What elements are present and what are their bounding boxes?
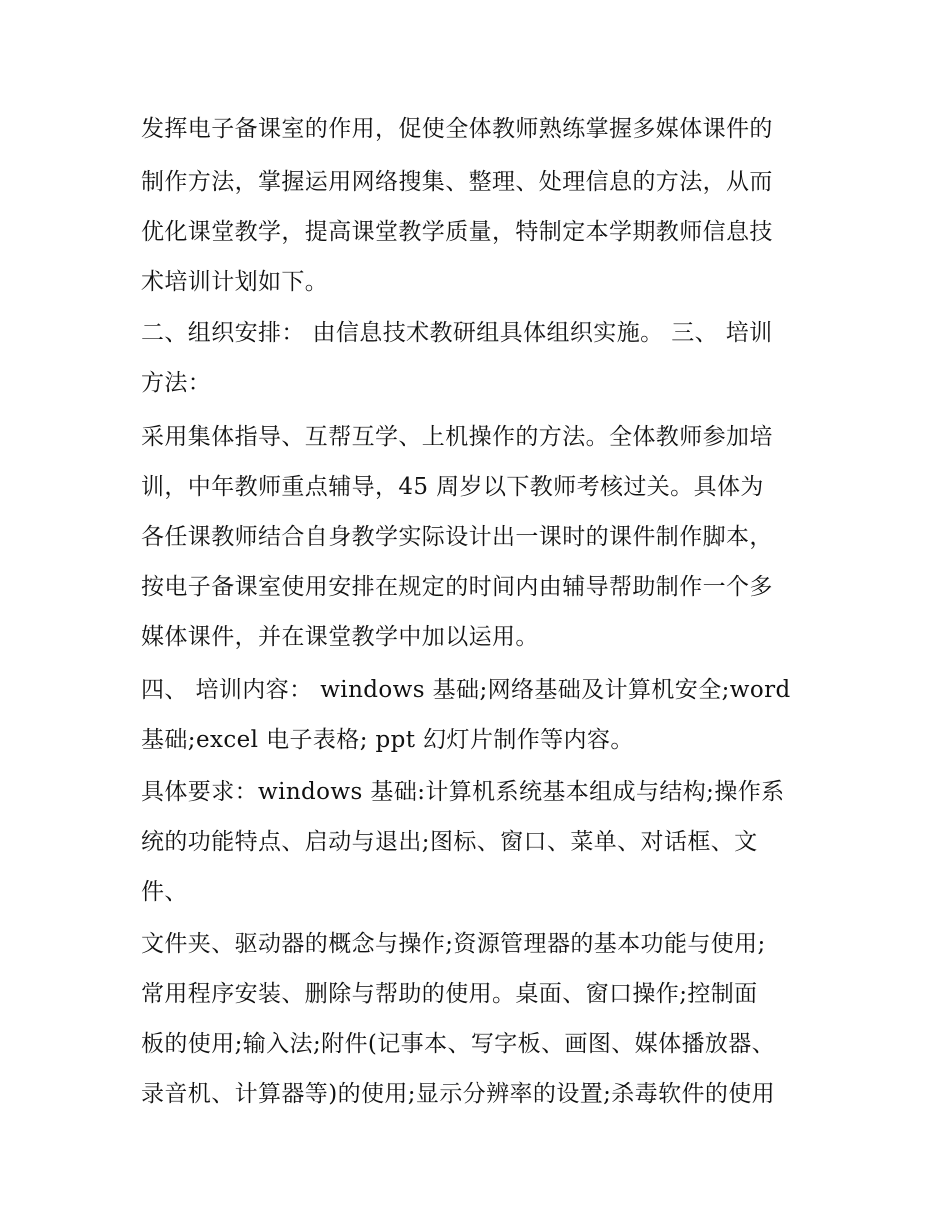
text-line: 制作方法，掌握运用网络搜集、整理、处理信息的方法，从而	[141, 169, 773, 195]
text-line: 文件夹、驱动器的概念与操作;资源管理器的基本功能与使用;	[141, 931, 766, 957]
text-line: 发挥电子备课室的作用，促使全体教师熟练掌握多媒体课件的	[141, 116, 773, 142]
text-line: 具体要求：windows 基础:计算机系统基本组成与结构;操作系	[141, 779, 785, 805]
text-line: 方法：	[141, 370, 212, 396]
text-line: 采用集体指导、互帮互学、上机操作的方法。全体教师参加培	[141, 424, 773, 450]
text-line: 媒体课件，并在课堂教学中加以运用。	[141, 624, 539, 650]
text-line: 二、组织安排： 由信息技术教研组具体组织实施。 三、 培训	[141, 320, 773, 346]
text-line: 训，中年教师重点辅导，45 周岁以下教师考核过关。具体为	[141, 474, 764, 500]
text-line: 优化课堂教学，提高课堂教学质量，特制定本学期教师信息技	[141, 219, 773, 245]
text-line: 常用程序安装、删除与帮助的使用。桌面、窗口操作;控制面	[141, 981, 758, 1007]
text-line: 板的使用;输入法;附件(记事本、写字板、画图、媒体播放器、	[141, 1031, 776, 1057]
text-line: 术培训计划如下。	[141, 269, 329, 295]
text-line: 件、	[141, 879, 188, 905]
text-line: 四、 培训内容： windows 基础;网络基础及计算机安全;word	[141, 677, 791, 703]
text-line: 按电子备课室使用安排在规定的时间内由辅导帮助制作一个多	[141, 574, 773, 600]
text-line: 基础;excel 电子表格; ppt 幻灯片制作等内容。	[141, 727, 634, 753]
text-line: 各任课教师结合自身教学实际设计出一课时的课件制作脚本，	[141, 524, 773, 550]
text-line: 录音机、计算器等)的使用;显示分辨率的设置;杀毒软件的使用	[141, 1081, 776, 1107]
text-line: 统的功能特点、启动与退出;图标、窗口、菜单、对话框、文	[141, 829, 758, 855]
